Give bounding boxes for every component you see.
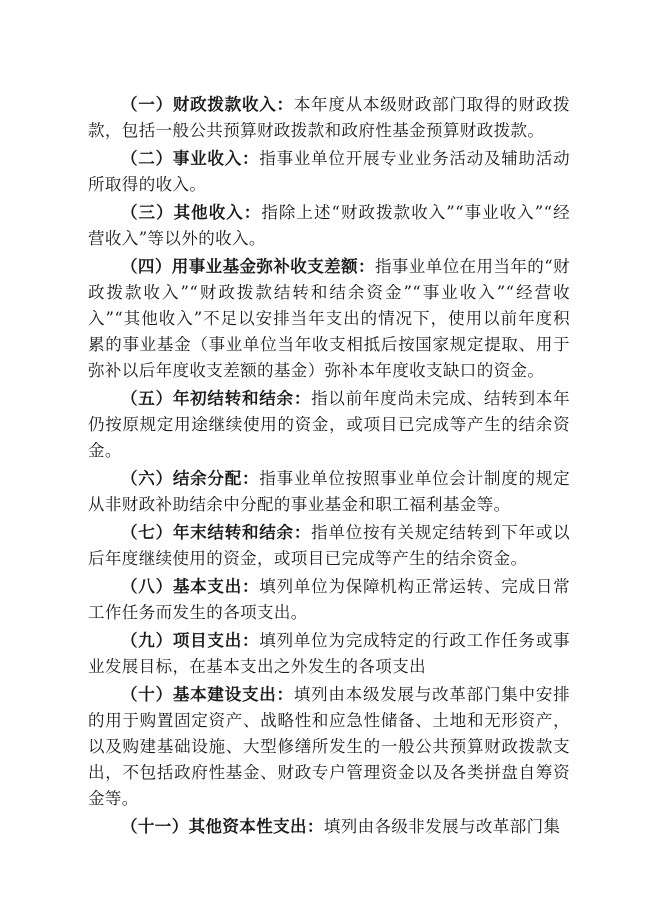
paragraph-10 xyxy=(88,682,570,812)
term-definition: 填列由各级非发展与改革部门集 xyxy=(323,817,561,836)
term-definition: 指除上述“财政拨款收入”“事业收入”“经营收入”等以外的收入。 xyxy=(88,203,570,248)
paragraph-6 xyxy=(88,466,570,518)
paragraph-8 xyxy=(88,574,570,626)
term-heading: （六）结余分配： xyxy=(121,469,260,488)
paragraph-2 xyxy=(88,146,570,198)
term-heading: （三）其他收入： xyxy=(121,203,262,222)
term-definition: 指以前年度尚未完成、结转到本年仍按原规定用途继续使用的资金，或项目已完成等产生的结余资金。 xyxy=(88,389,570,460)
term-heading: （二）事业收入： xyxy=(121,149,260,168)
term-definition: 指单位按有关规定结转到下年或以后年度继续使用的资金，或项目已完成等产生的结余资金。 xyxy=(88,523,570,568)
paragraph-1 xyxy=(88,92,570,144)
term-definition: 本年度从本级财政部门取得的财政拨款，包括一般公共预算财政拨款和政府性基金预算财政拨款。 xyxy=(88,95,570,140)
paragraph-5 xyxy=(88,386,570,464)
term-heading: （五）年初结转和结余： xyxy=(121,389,312,408)
term-heading: （十）基本建设支出： xyxy=(121,685,294,704)
term-heading: （八）基本支出： xyxy=(121,577,260,596)
term-definition: 填列单位为保障机构正常运转、完成日常工作任务而发生的各项支出。 xyxy=(88,577,571,622)
paragraph-7 xyxy=(88,520,570,572)
document-page xyxy=(88,92,570,842)
term-definition: 填列单位为完成特定的行政工作任务或事业发展目标，在基本支出之外发生的各项支出 xyxy=(88,631,571,676)
term-definition: 填列由本级发展与改革部门集中安排的用于购置固定资产、战略性和应急性储备、土地和无形资产，以及购建基础设施、大型修缮所发生的一般公共预算财政拨款支出，不包括政府性基金、财政专户管理资金以及各类拼盘自筹资金等。 xyxy=(88,685,570,808)
term-heading: （九）项目支出： xyxy=(121,631,260,650)
paragraph-11 xyxy=(88,814,570,840)
term-heading: （十一）其他资本性支出： xyxy=(121,817,324,836)
term-definition: 指事业单位按照事业单位会计制度的规定从非财政补助结余中分配的事业基金和职工福利基金等。 xyxy=(88,469,571,514)
term-definition: 指事业单位开展专业业务活动及辅助活动所取得的收入。 xyxy=(88,149,571,194)
paragraph-9 xyxy=(88,628,570,680)
term-heading: （四）用事业基金弥补收支差额： xyxy=(121,257,375,276)
term-definition: 指事业单位在用当年的“财政拨款收入”“财政拨款结转和结余资金”“事业收入”“经营收入”“其他收入”不足以安排当年支出的情况下，使用以前年度积累的事业基金（事业单位当年收支相抵后按国家规定提取、用于弥补以后年度收支差额的基金）弥补本年度收支缺口的资金。 xyxy=(88,257,570,380)
term-heading: （一）财政拨款收入： xyxy=(121,95,294,114)
paragraph-3 xyxy=(88,200,570,252)
paragraph-4 xyxy=(88,254,570,384)
term-heading: （七）年末结转和结余： xyxy=(121,523,312,542)
